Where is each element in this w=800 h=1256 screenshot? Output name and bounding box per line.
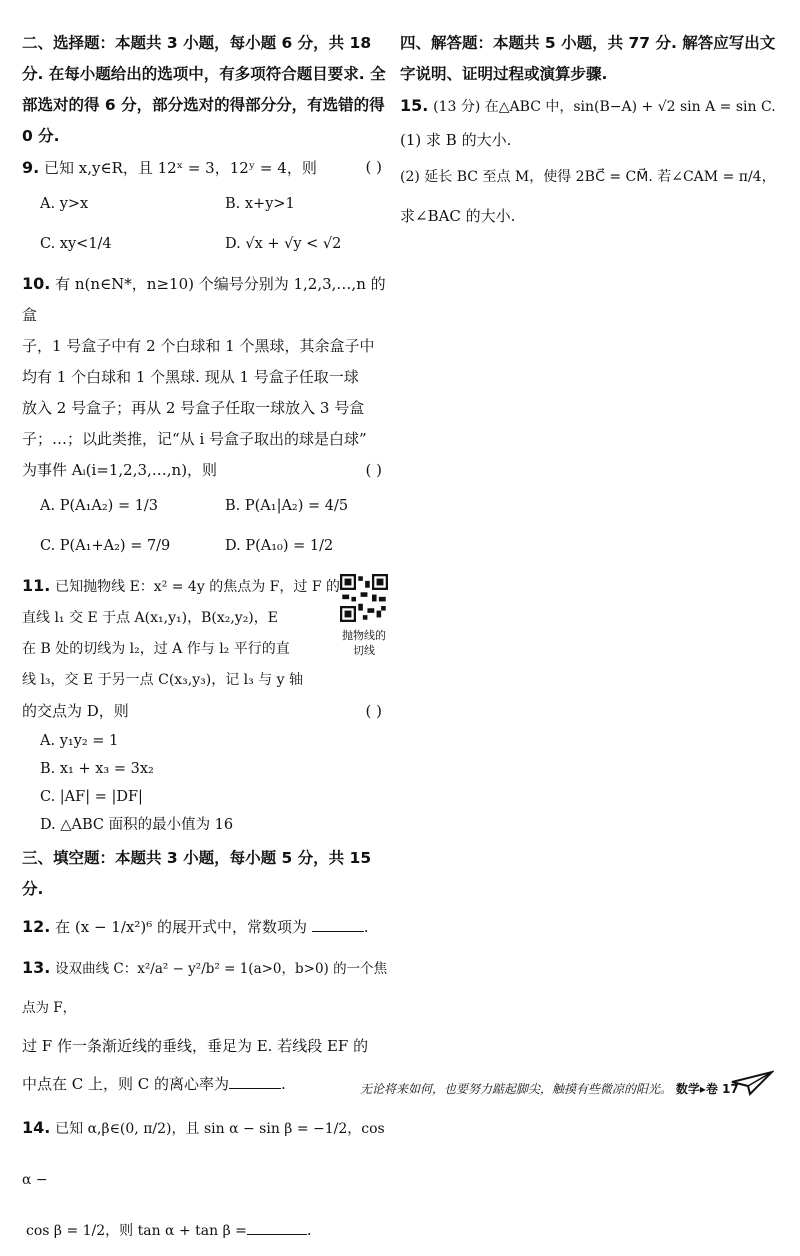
period: . <box>363 918 369 936</box>
stem-line: 放入 2 号盒子；再从 2 号盒子任取一球放入 3 号盒 <box>22 399 365 417</box>
stem-line: 均有 1 个白球和 1 个黑球. 现从 1 号盒子任取一球 <box>22 368 359 386</box>
part-1: (1) 求 B 的大小. <box>400 131 512 149</box>
part-2-cont: 求∠BAC 的大小. <box>400 207 516 225</box>
question-13 <box>22 949 392 1103</box>
left-column <box>22 28 392 1256</box>
option-c: C. xy<1/4 <box>40 236 112 252</box>
period: . <box>281 1075 286 1093</box>
stem-line: 在 B 处的切线为 l₂，过 A 作与 l₂ 平行的直 <box>22 641 290 657</box>
question-12 <box>22 905 392 949</box>
option-b: B. P(A₁|A₂) = 4/5 <box>225 498 349 514</box>
q11-options <box>22 727 392 839</box>
stem-line: 已知 α,β∈(0, π/2)，且 sin α − sin β = −1/2，cos α − <box>22 1121 385 1188</box>
stem-line: 子；…；以此类推，记“从 i 号盒子取出的球是白球” <box>22 430 367 448</box>
stem-line: 中点在 C 上，则 C 的离心率为 <box>22 1075 230 1093</box>
option-d: D. △ABC 面积的最小值为 16 <box>40 817 234 833</box>
section-3-heading: 三、填空题：本题共 3 小题，每小题 5 分，共 15 分. <box>22 849 372 898</box>
section-4-heading: 四、解答题：本题共 5 小题，共 77 分. 解答应写出文字说明、证明过程或演算步骤. <box>400 34 776 83</box>
answer-paren: ( ) <box>365 461 382 479</box>
q9-options <box>22 184 392 264</box>
section-2-heading: 二、选择题：本题共 3 小题，每小题 6 分，共 18 分. 在每小题给出的选项中，有多项符合题目要求. 全部选对的得 6 分，部分选对的得部分分，有选错的得 0 分. <box>22 34 386 145</box>
period: . <box>306 1221 312 1239</box>
question-11 <box>22 570 392 727</box>
option-a: A. y>x <box>40 196 89 212</box>
stem-line: 为事件 Aᵢ(i=1,2,3,…,n)，则 <box>22 461 218 479</box>
qr-code-icon[interactable] <box>340 574 388 622</box>
option-c: C. P(A₁+A₂) = 7/9 <box>40 538 171 554</box>
answer-paren: ( ) <box>365 158 382 176</box>
question-number: 12. <box>22 917 51 936</box>
option-d: D. √x + √y < √2 <box>225 236 342 252</box>
stem-line: 有 n(n∈N*，n≥10) 个编号分别为 1,2,3,…,n 的盒 <box>22 275 386 324</box>
part-2: (2) 延长 BC 至点 M，使得 2BC⃗ = CM⃗. 若∠CAM = π/4， <box>400 169 776 185</box>
question-stem: 在 (x − 1/x²)⁶ 的展开式中，常数项为 <box>55 918 308 936</box>
option-d: D. P(A₁₀) = 1/2 <box>225 538 334 554</box>
question-14 <box>22 1103 392 1256</box>
question-number: 10. <box>22 274 51 293</box>
answer-blank[interactable] <box>312 917 364 932</box>
option-a: A. P(A₁A₂) = 1/3 <box>40 498 159 514</box>
stem-line: 线 l₃，交 E 于另一点 C(x₃,y₃)，记 l₃ 与 y 轴 <box>22 672 304 688</box>
question-number: 14. <box>22 1118 51 1137</box>
question-number: 11. <box>22 576 51 595</box>
question-10 <box>22 268 392 486</box>
option-b: B. x₁ + x₃ = 3x₂ <box>40 761 154 777</box>
q10-options <box>22 486 392 566</box>
question-9 <box>22 152 392 184</box>
option-c: C. |AF| = |DF| <box>40 789 143 805</box>
paper-plane-icon <box>730 1068 774 1098</box>
qr-caption-line: 抛物线的 <box>342 629 386 642</box>
answer-blank[interactable] <box>247 1220 307 1235</box>
question-stem: (13 分) 在△ABC 中，sin(B−A) + √2 sin A = sin C. <box>433 99 776 115</box>
answer-blank[interactable] <box>229 1074 281 1089</box>
footer-motto: 无论将来如何，也要努力踮起脚尖，触摸有些微凉的阳光。 <box>360 1082 673 1096</box>
option-a: A. y₁y₂ = 1 <box>40 733 119 749</box>
question-15 <box>400 90 776 235</box>
option-b: B. x+y>1 <box>225 196 295 212</box>
question-stem: 已知 x,y∈R，且 12ˣ = 3，12ʸ = 4，则 <box>44 159 317 177</box>
question-number: 9. <box>22 158 40 177</box>
stem-line: 过 F 作一条渐近线的垂线，垂足为 E. 若线段 EF 的 <box>22 1037 369 1055</box>
stem-line: 已知抛物线 E：x² = 4y 的焦点为 F，过 F 的 <box>55 579 340 595</box>
stem-line: 直线 l₁ 交 E 于点 A(x₁,y₁)，B(x₂,y₂)，E <box>22 610 278 626</box>
page-number: 数学▸卷 17 <box>675 1082 739 1096</box>
stem-line: 的交点为 D，则 <box>22 702 129 720</box>
right-column <box>400 28 776 235</box>
question-number: 13. <box>22 958 51 977</box>
page-footer <box>360 1080 760 1097</box>
stem-line: 设双曲线 C：x²/a² − y²/b² = 1(a>0，b>0) 的一个焦点为 F， <box>22 961 388 1016</box>
question-number: 15. <box>400 96 429 115</box>
qr-caption-line: 切线 <box>353 644 375 657</box>
stem-line: 子，1 号盒子中有 2 个白球和 1 个黑球，其余盒子中 <box>22 337 375 355</box>
stem-line: cos β = 1/2，则 tan α + tan β = <box>26 1223 247 1239</box>
answer-paren: ( ) <box>365 702 382 720</box>
qr-caption <box>336 628 392 658</box>
